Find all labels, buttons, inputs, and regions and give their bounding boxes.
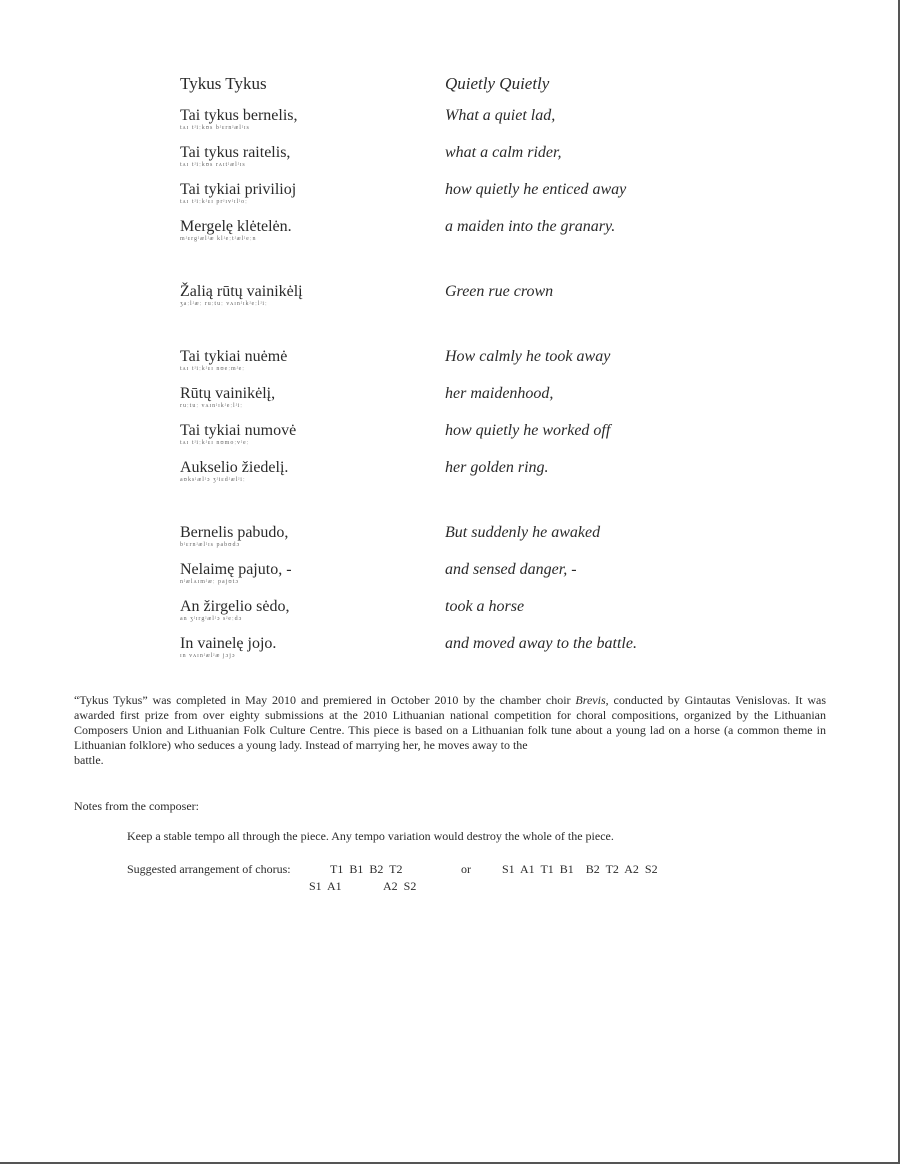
description-tail: battle. [74, 753, 104, 767]
arrangement-or: or [461, 862, 471, 876]
lyric-english: Green rue crown [445, 283, 554, 300]
piece-description [74, 693, 826, 753]
description-text-2: , conducted by Gintautas Venislovas. It was awarded first prize from over eighty submissions at the 2010 Lithuanian national competition for choral compositions, organized by the Lithuanian Composers Union and Lithuanian Folk Culture Centre. This piece is based on a Lithuanian folk tune about a young lad on a horse (a common theme in Lithuanian folklore) who seduces a young lady. Instead of marrying her, he moves away to the [74, 693, 827, 752]
pronunciation-guide: ruːtuː vʌɪnʲɪkʲeːlʲiː [180, 403, 243, 409]
arrangement-option-1-top: T1 B1 B2 T2 [330, 862, 403, 876]
lyric-english: and sensed danger, - [445, 561, 577, 578]
lyric-english: what a calm rider, [445, 144, 562, 161]
pronunciation-guide: tʌɪ tʲiːkʲɛɪ nʊeːmʲeː [180, 366, 245, 372]
arrangement-option-1-bottom: S1 A1 A2 S2 [309, 879, 417, 893]
lyric-english: her maidenhood, [445, 385, 554, 402]
arrangement-label: Suggested arrangement of chorus: [127, 862, 291, 876]
pronunciation-guide: bʲɛrnʲælʲɪs pabʊdɔ [180, 542, 241, 548]
lyric-english: How calmly he took away [445, 348, 611, 365]
title-english: Quietly Quietly [445, 74, 550, 93]
pronunciation-guide: tʌɪ tʲiːkʲɛɪ prʲɪvʲɪlʲoː [180, 199, 248, 205]
lyric-lithuanian: Tai tykiai numovė [180, 422, 297, 439]
pronunciation-guide: tʌɪ tʲiːkʊs bʲɛrnʲælʲɪs [180, 125, 250, 131]
lyric-line [180, 597, 740, 634]
lyric-english: how quietly he worked off [445, 422, 611, 439]
pronunciation-guide: mʲɛrgʲælʲæ klʲeːtʲælʲeːn [180, 236, 257, 242]
lyric-english: took a horse [445, 598, 525, 615]
pronunciation-guide: aʊksʲælʲɔ ʒʲiɛdʲælʲiː [180, 477, 246, 483]
pronunciation-guide: tʌɪ tʲiːkʲɛɪ nʊmoːvʲeː [180, 440, 250, 446]
title-lithuanian: Tykus Tykus [180, 74, 267, 93]
pronunciation-guide: ʒaːlʲæː ruːtuː vʌɪnʲɪkʲeːlʲiː [180, 301, 268, 307]
lyric-lithuanian: Tai tykus bernelis, [180, 107, 298, 124]
lyric-lithuanian: Tai tykiai privilioj [180, 181, 297, 198]
pronunciation-guide: tʌɪ tʲiːkʊs rʌɪtʲælʲɪs [180, 162, 246, 168]
lyric-english: how quietly he enticed away [445, 181, 627, 198]
lyric-line [180, 523, 740, 560]
lyric-line [180, 106, 740, 143]
lyric-line [180, 421, 740, 458]
pronunciation-guide: nʲælʌɪmʲæː pajʊtɔ [180, 579, 239, 585]
tempo-note: Keep a stable tempo all through the piece. Any tempo variation would destroy the whole of the piece. [127, 829, 614, 843]
lyric-lithuanian: Tai tykiai nuėmė [180, 348, 288, 365]
lyric-line [180, 560, 740, 597]
lyric-lithuanian: Žalią rūtų vainikėlį [180, 283, 303, 300]
lyric-lithuanian: Tai tykus raitelis, [180, 144, 291, 161]
lyric-english: a maiden into the granary. [445, 218, 616, 235]
lyric-lithuanian: Nelaimę pajuto, - [180, 561, 292, 578]
lyric-line [180, 282, 740, 319]
lyric-lithuanian: An žirgelio sėdo, [180, 598, 290, 615]
pronunciation-guide: ɪn vʌɪnʲælʲæ jɔjɔ [180, 653, 236, 659]
lyric-line [180, 347, 740, 384]
lyric-lithuanian: Rūtų vainikėlį, [180, 385, 276, 402]
lyric-line [180, 384, 740, 421]
lyric-english: But suddenly he awaked [445, 524, 601, 541]
lyric-line [180, 143, 740, 180]
arrangement-option-2: S1 A1 T1 B1 B2 T2 A2 S2 [502, 862, 658, 876]
lyric-lithuanian: Mergelę klėtelėn. [180, 218, 292, 235]
pronunciation-guide: an ʒʲɪrgʲælʲɔ sʲeːdɔ [180, 616, 243, 622]
lyric-lithuanian: Bernelis pabudo, [180, 524, 289, 541]
lyrics-title-row [180, 74, 740, 106]
lyric-line [180, 634, 740, 671]
lyric-english: and moved away to the battle. [445, 635, 637, 652]
lyric-lithuanian: Aukselio žiedelį. [180, 459, 289, 476]
lyric-english: her golden ring. [445, 459, 549, 476]
lyric-lithuanian: In vainelę jojo. [180, 635, 277, 652]
lyric-line [180, 217, 740, 254]
lyric-english: What a quiet lad, [445, 107, 556, 124]
notes-heading: Notes from the composer: [74, 799, 199, 813]
lyric-line [180, 180, 740, 217]
description-text-1: “Tykus Tykus” was completed in May 2010 and premiered in October 2010 by the chamber choir [74, 693, 576, 707]
choir-name: Brevis [575, 693, 606, 707]
lyric-line [180, 458, 740, 495]
lyrics-table [180, 74, 740, 671]
